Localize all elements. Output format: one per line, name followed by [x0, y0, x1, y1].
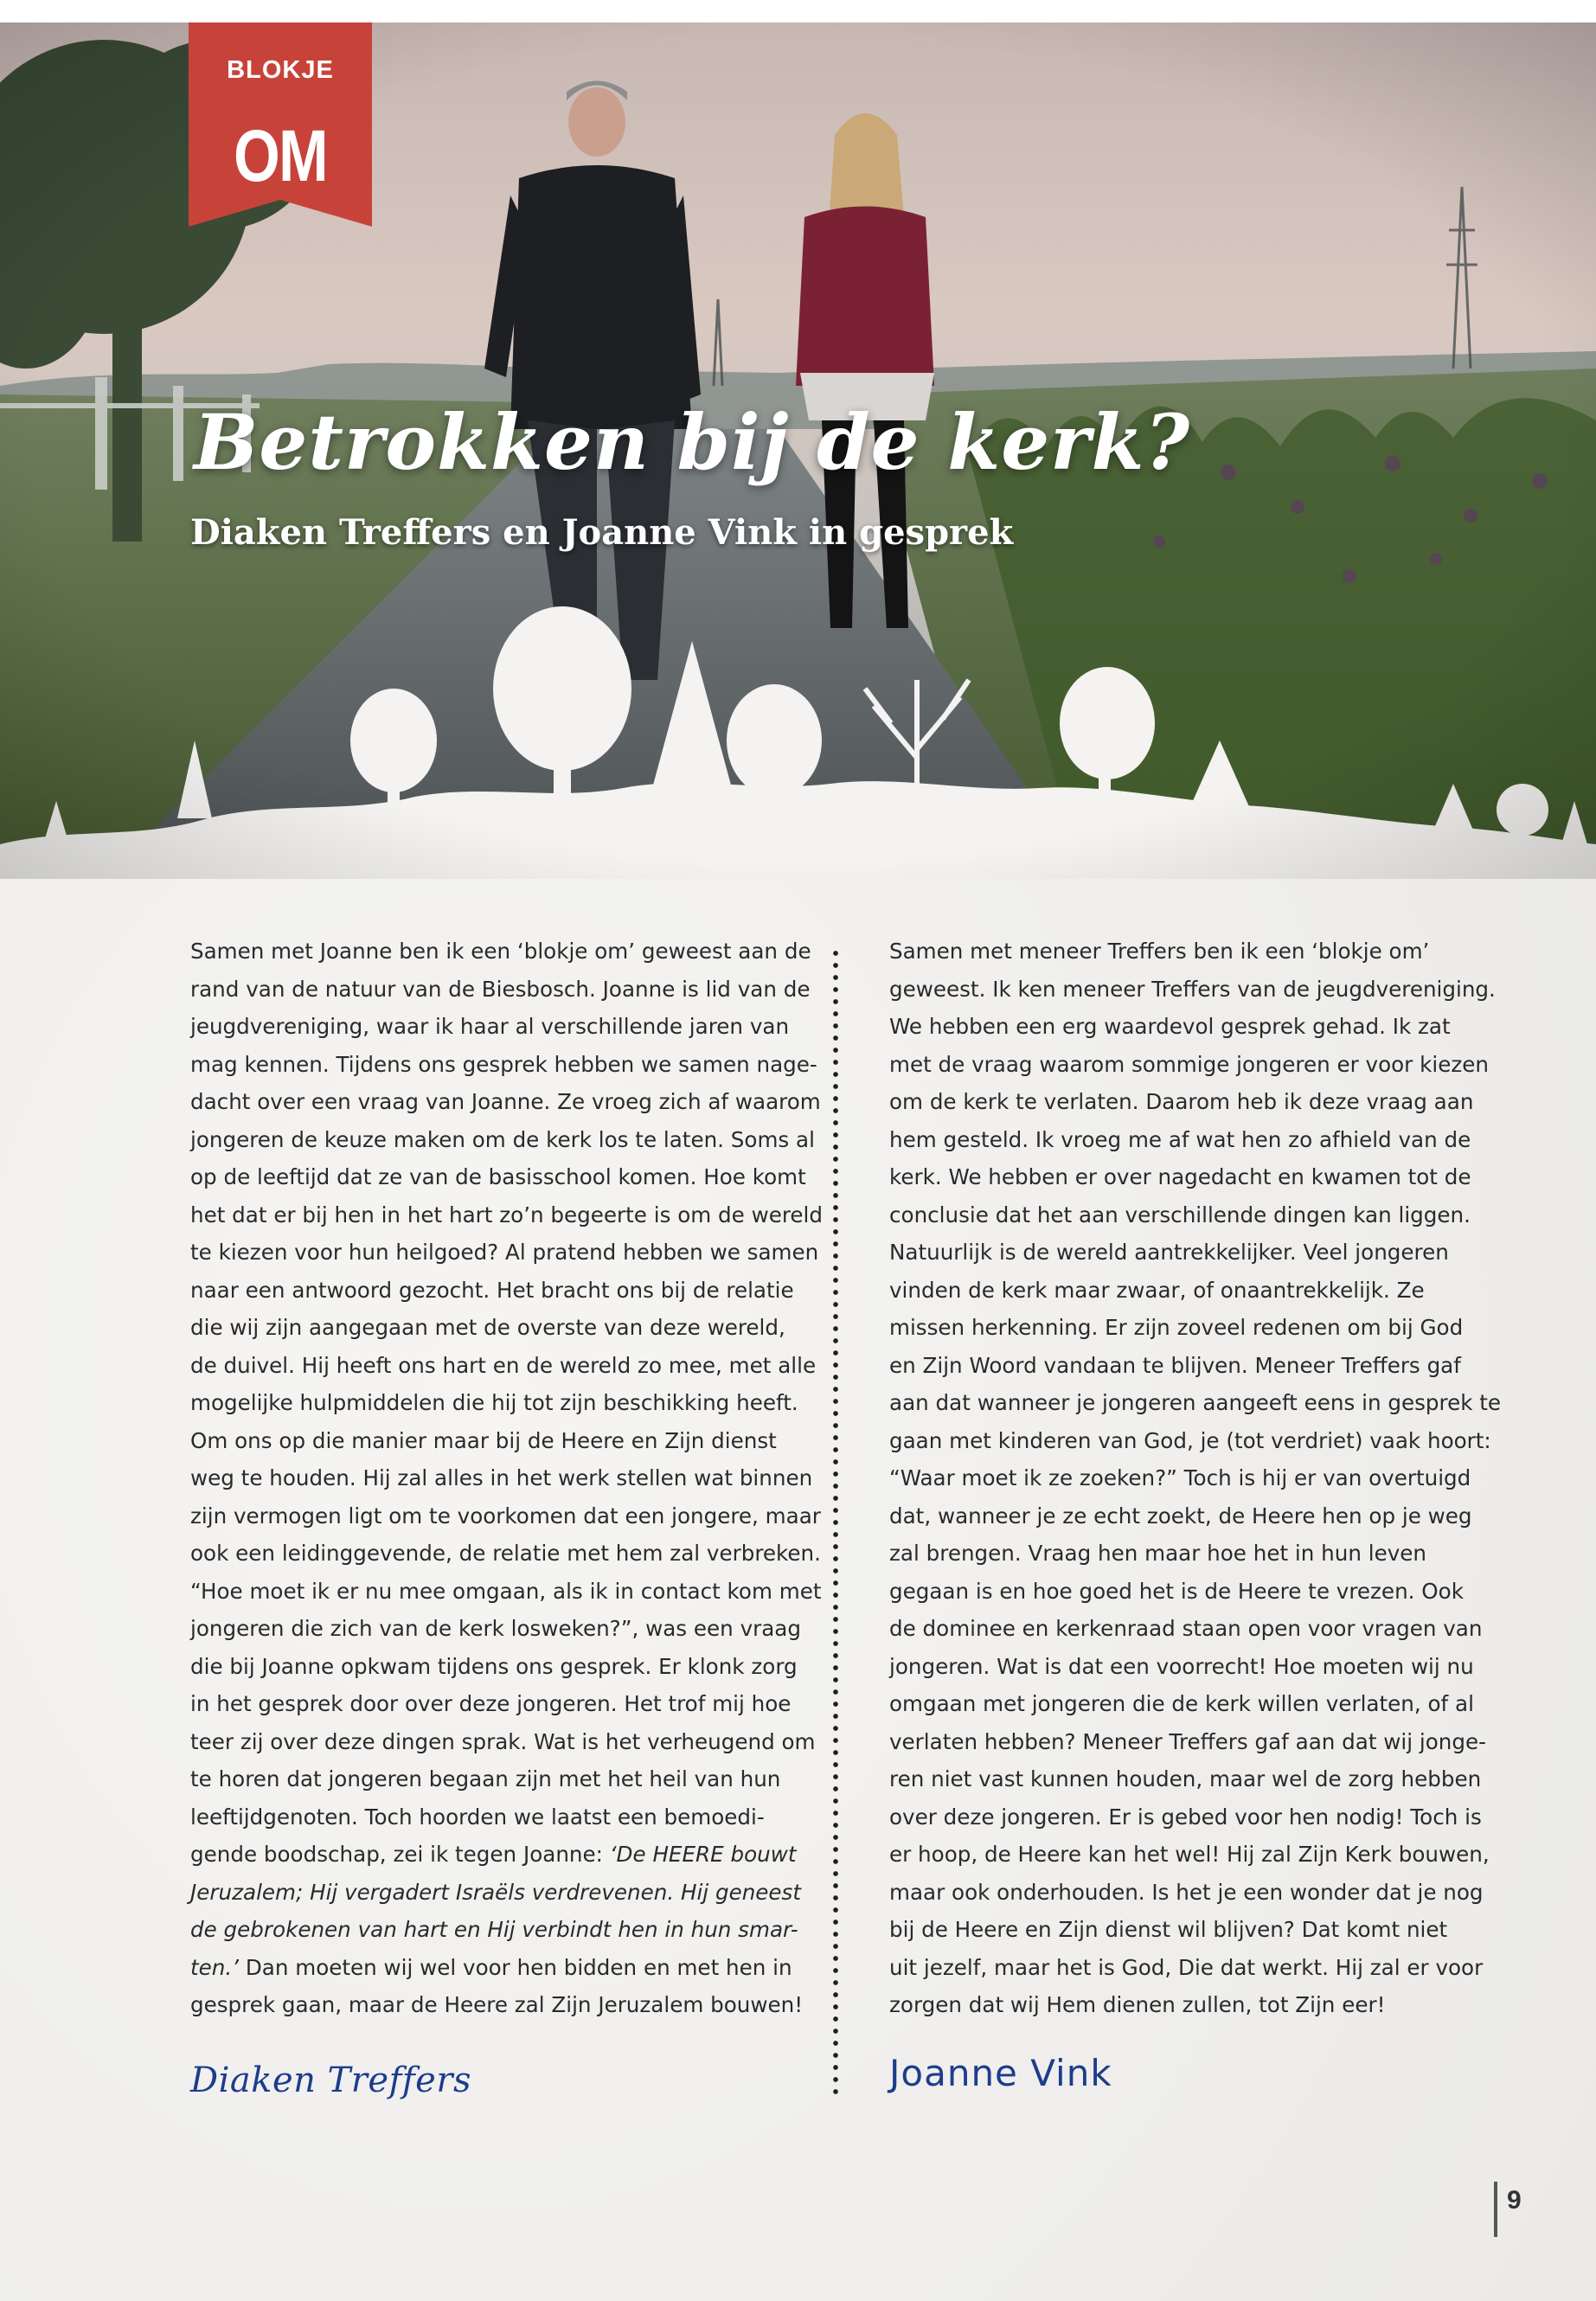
- article-title: Betrokken bij de kerk?: [194, 397, 1191, 487]
- text-line: Samen met Joanne ben ik een ‘blokje om’ geweest aan de: [190, 939, 811, 964]
- page-number: 9: [1507, 2186, 1522, 2214]
- text-line: hem gesteld. Ik vroeg me af wat hen zo afhield van de: [889, 1126, 1471, 1152]
- article-subtitle: Diaken Treffers en Joanne Vink in gesprek: [190, 512, 1014, 553]
- text-line: jeugdvereniging, waar ik haar al verschillende jaren van: [190, 1014, 790, 1039]
- text-line: uit jezelf, maar het is God, Die dat werkt. Hij zal er voor: [889, 1954, 1484, 1980]
- text-line: te horen dat jongeren begaan zijn met het heil van hun: [190, 1766, 781, 1791]
- text-line: Om ons op die manier maar bij de Heere en Zijn dienst: [190, 1427, 777, 1453]
- text-line: de dominee en kerkenraad staan open voor vragen van: [889, 1616, 1483, 1641]
- quote-segment: Jeruzalem; Hij vergadert Israëls verdrevenen. Hij geneest: [190, 1879, 802, 1905]
- text-line: zorgen dat wij Hem dienen zullen, tot Zijn eer!: [889, 1992, 1386, 2017]
- text-line: kerk. We hebben er over nagedacht en kwamen tot de: [889, 1164, 1471, 1189]
- blokje-om-badge: [189, 22, 372, 227]
- quote-segment: de gebrokenen van hart en Hij verbindt hen in hun smar-: [190, 1917, 798, 1942]
- signature-diaken-treffers: Diaken Treffers: [190, 2061, 471, 2100]
- text-line: “Waar moet ik ze zoeken?” Toch is hij er van overtuigd: [889, 1465, 1471, 1490]
- text-segment: gende boodschap, zei ik tegen Joanne:: [190, 1842, 610, 1867]
- text-line: er hoop, de Heere kan het wel! Hij zal Zijn Kerk bouwen,: [889, 1842, 1490, 1867]
- top-margin: [0, 0, 1596, 22]
- left-column: [190, 933, 830, 2024]
- text-line: gesprek gaan, maar de Heere zal Zijn Jeruzalem bouwen!: [190, 1992, 804, 2017]
- text-line: met de vraag waarom sommige jongeren er voor kiezen: [889, 1051, 1489, 1077]
- text-line: rand van de natuur van de Biesbosch. Joanne is lid van de: [190, 976, 811, 1002]
- text-segment: Dan moeten wij wel voor hen bidden en met hen in: [239, 1954, 792, 1980]
- page-number-bar: [1494, 2182, 1497, 2237]
- text-line: mogelijke hulpmiddelen die hij tot zijn beschikking heeft.: [190, 1390, 798, 1415]
- text-line: verlaten hebben? Meneer Treffers gaf aan dat wij jonge-: [889, 1728, 1486, 1754]
- right-column: [889, 933, 1502, 2024]
- text-line: missen herkenning. Er zijn zoveel redenen om bij God: [889, 1315, 1464, 1340]
- text-line: die bij Joanne opkwam tijdens ons gesprek. Er klonk zorg: [190, 1653, 798, 1679]
- text-line: ook een leidinggevende, de relatie met hem zal verbreken.: [190, 1541, 821, 1566]
- text-line: conclusie dat het aan verschillende dingen kan liggen.: [889, 1202, 1471, 1227]
- text-line: gaan met kinderen van God, je (tot verdriet) vaak hoort:: [889, 1427, 1491, 1453]
- text-line: omgaan met jongeren die de kerk willen verlaten, of al: [889, 1691, 1474, 1716]
- text-line: leeftijdgenoten. Toch hoorden we laatst een bemoedi-: [190, 1804, 765, 1830]
- badge-top-label: BLOKJE: [227, 56, 334, 84]
- text-line: gegaan is en hoe goed het is de Heere te vrezen. Ook: [889, 1578, 1464, 1604]
- text-line: te kiezen voor hun heilgoed? Al pratend hebben we samen: [190, 1240, 819, 1265]
- text-line: op de leeftijd dat ze van de basisschool komen. Hoe komt: [190, 1164, 806, 1189]
- text-line: geweest. Ik ken meneer Treffers van de jeugdvereniging.: [889, 976, 1496, 1002]
- text-line: het dat er bij hen in het hart zo’n begeerte is om de wereld: [190, 1202, 823, 1227]
- quote-segment: ‘De HEERE bouwt: [609, 1842, 797, 1867]
- text-line: mag kennen. Tijdens ons gesprek hebben we samen nage-: [190, 1051, 817, 1077]
- text-line: Natuurlijk is de wereld aantrekkelijker. Veel jongeren: [889, 1240, 1449, 1265]
- text-line: jongeren de keuze maken om de kerk los te laten. Soms al: [190, 1126, 815, 1152]
- text-line: teer zij over deze dingen sprak. Wat is het verheugend om: [190, 1728, 816, 1754]
- text-line: jongeren die zich van de kerk losweken?”, was een vraag: [190, 1616, 801, 1641]
- signature-joanne-vink: Joanne Vink: [889, 2052, 1112, 2094]
- text-line-mixed: [190, 1949, 830, 1987]
- text-line: bij de Heere en Zijn dienst wil blijven? Dat komt niet: [889, 1917, 1448, 1942]
- text-line: aan dat wanneer je jongeren aangeeft eens in gesprek te: [889, 1390, 1502, 1415]
- badge-main-label: OM: [234, 115, 327, 196]
- text-line: om de kerk te verlaten. Daarom heb ik deze vraag aan: [889, 1089, 1474, 1114]
- text-line: “Hoe moet ik er nu mee omgaan, als ik in contact kom met: [190, 1578, 822, 1604]
- quote-segment: ten.’: [190, 1954, 239, 1980]
- text-line: ren niet vast kunnen houden, maar wel de zorg hebben: [889, 1766, 1482, 1791]
- text-line: weg te houden. Hij zal alles in het werk stellen wat binnen: [190, 1465, 813, 1490]
- text-line: dacht over een vraag van Joanne. Ze vroeg zich af waarom: [190, 1089, 821, 1114]
- text-line: Samen met meneer Treffers ben ik een ‘blokje om’: [889, 939, 1430, 964]
- text-line: zal brengen. Vraag hen maar hoe het in hun leven: [889, 1541, 1426, 1566]
- text-line: en Zijn Woord vandaan te blijven. Meneer Treffers gaf: [889, 1352, 1461, 1378]
- text-line: zijn vermogen ligt om te voorkomen dat een jongere, maar: [190, 1503, 821, 1529]
- text-line: maar ook onderhouden. Is het je een wonder dat je nog: [889, 1879, 1484, 1905]
- text-line: We hebben een erg waardevol gesprek gehad. Ik zat: [889, 1014, 1451, 1039]
- text-line: over deze jongeren. Er is gebed voor hen nodig! Toch is: [889, 1804, 1482, 1830]
- quote-line: [190, 1874, 830, 1912]
- text-line: jongeren. Wat is dat een voorrecht! Hoe moeten wij nu: [889, 1653, 1474, 1679]
- text-line: dat, wanneer je ze echt zoekt, de Heere hen op je weg: [889, 1503, 1472, 1529]
- text-line: in het gesprek door over deze jongeren. Het trof mij hoe: [190, 1691, 792, 1716]
- text-line: naar een antwoord gezocht. Het bracht ons bij de relatie: [190, 1277, 794, 1303]
- dotted-column-divider: [833, 947, 838, 2098]
- text-line-mixed: [190, 1836, 830, 1874]
- quote-line: [190, 1911, 830, 1949]
- text-line: vinden de kerk maar zwaar, of onaantrekkelijk. Ze: [889, 1277, 1425, 1303]
- text-line: de duivel. Hij heeft ons hart en de wereld zo mee, met alle: [190, 1352, 817, 1378]
- text-line: die wij zijn aangegaan met de overste van deze wereld,: [190, 1315, 785, 1340]
